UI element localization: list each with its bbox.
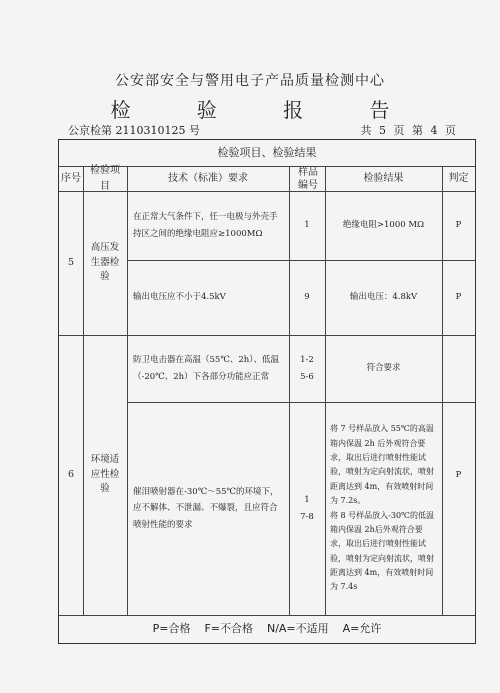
verdict: P xyxy=(455,292,462,303)
column-divider xyxy=(83,166,84,615)
test-result: 将 7 号样品放入 55℃的高温箱内保温 2h 后外观符合要求，取出后进行喷射性能试验，喷射为定向射流状，喷射距离达到 4m，有效喷射时间为 7.2s。 将 8 号样品放入-30℃的低温箱内保温 2h后外观符合要求，取出后进行喷射性能试验，喷射为定向射流状，喷射距离达到 4m，有效喷射时间为 7.4s xyxy=(330,424,435,592)
column-header-item: 检验项目 xyxy=(90,165,120,192)
section-title: 检验项目、检验结果 xyxy=(217,146,317,160)
sample-number: 1-2 5-6 xyxy=(300,355,314,382)
test-result: 输出电压：4.8kV xyxy=(349,292,418,303)
page-info: 共 5 页 第 4 页 xyxy=(360,124,456,137)
document-number: 公京检第 2110310125 号 xyxy=(68,124,200,137)
report-title: 检 验 报 告 xyxy=(110,98,420,122)
verdict-legend: P=合格 F=不合格 N/A=不适用 A=允许 xyxy=(152,622,382,636)
verdict: P xyxy=(455,220,462,231)
row-number: 5 xyxy=(67,256,75,268)
sample-number: 1 7-8 xyxy=(300,495,314,522)
requirement-text: 防卫电击器在高温（55℃、2h）、低温（-20℃、2h）下各部分功能应正常 xyxy=(133,355,279,382)
inspection-table xyxy=(58,139,476,644)
organization-name: 公安部安全与警用电子产品质量检测中心 xyxy=(115,73,385,89)
column-header-sample: 样品编号 xyxy=(298,166,318,191)
requirement-text: 催泪喷射器在-30℃～55℃的环境下，应不解体、不泄漏、不爆裂，且应符合喷射性能的要求 xyxy=(133,487,279,530)
column-header-no: 序号 xyxy=(61,172,81,184)
test-item: 高压发生器检验 xyxy=(90,241,120,283)
column-header-result: 检验结果 xyxy=(363,172,404,184)
test-result: 符合要求 xyxy=(366,363,401,374)
test-result: 绝缘电阻>1000 MΩ xyxy=(342,220,425,231)
column-header-requirement: 技术（标准）要求 xyxy=(168,172,248,184)
verdict: P xyxy=(455,469,462,480)
row-number: 6 xyxy=(67,468,75,480)
sample-number: 9 xyxy=(304,292,310,303)
test-item: 环境适应性检验 xyxy=(90,453,120,495)
column-header-verdict: 判定 xyxy=(448,172,469,184)
requirement-text: 输出电压应不小于4.5kV xyxy=(133,292,226,303)
sample-number: 1 xyxy=(304,220,310,231)
requirement-text: 在正常大气条件下，任一电极与外壳手持区之间的绝缘电阻应≥1000MΩ xyxy=(133,212,278,239)
